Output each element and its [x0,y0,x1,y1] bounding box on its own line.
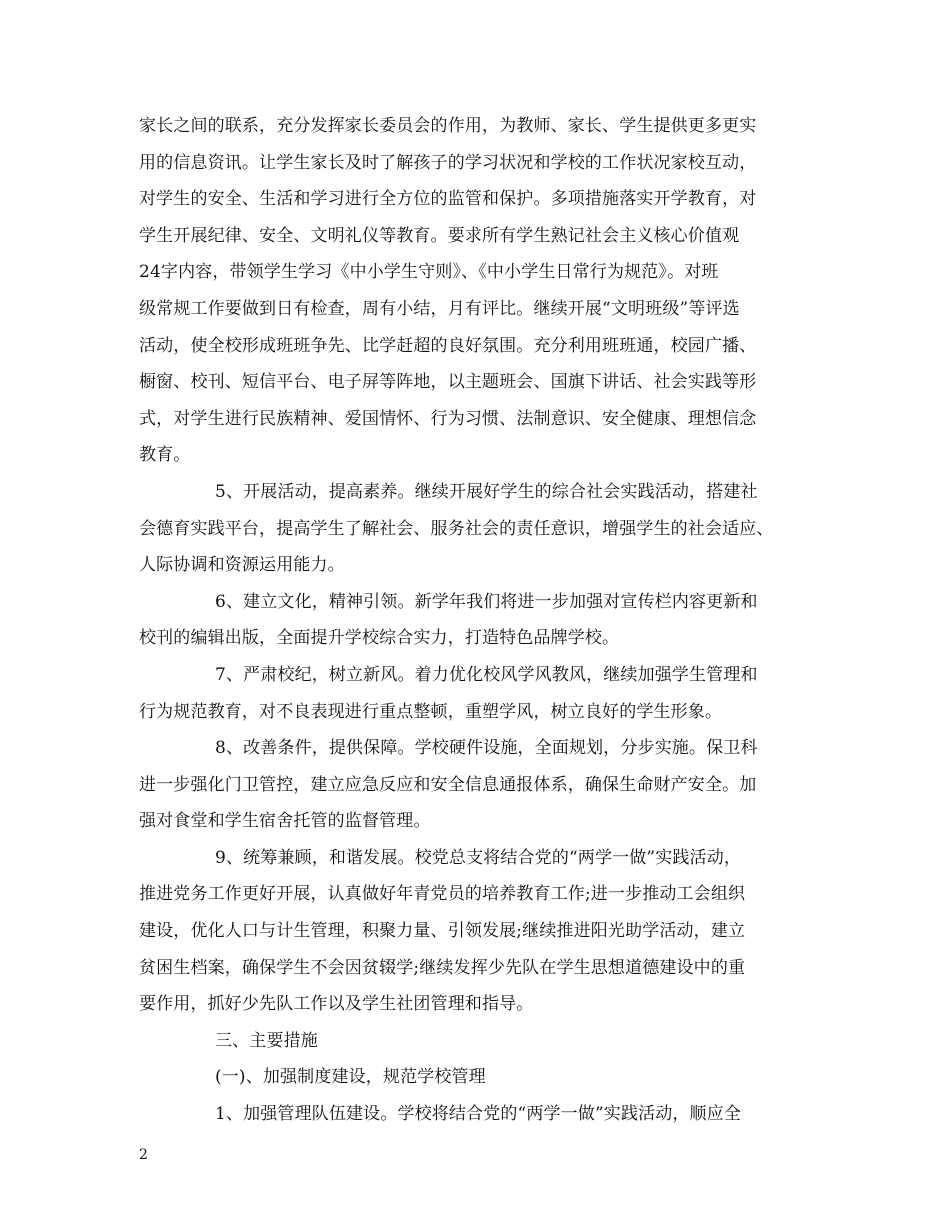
page-number: 2 [139,1147,148,1163]
text-line: 橱窗、校刊、短信平台、电子屏等阵地，以主题班会、国旗下讲话、社会实践等形 [139,372,757,393]
text-line: 用的信息资讯。让学生家长及时了解孩子的学习状况和学校的工作状况家校互动， [139,152,757,173]
text-line: 建设，优化人口与计生管理，积聚力量、引领发展;继续推进阳光助学活动，建立 [139,921,746,942]
text-line: 教育。 [139,445,191,466]
text-line: 推进党务工作更好开展，认真做好年青党员的培养教育工作;进一步推动工会组织 [139,884,746,905]
paragraph-first-line: (一)、加强制度建设，规范学校管理 [215,1067,486,1088]
text-line: 贫困生档案，确保学生不会因贫辍学;继续发挥少先队在学生思想道德建设中的重 [139,957,746,978]
paragraph-first-line: 6、建立文化，精神引领。新学年我们将进一步加强对宣传栏内容更新和 [215,591,758,612]
text-line: 级常规工作要做到日有检查，周有小结，月有评比。继续开展“文明班级”等评选 [139,298,740,319]
text-line: 进一步强化门卫管控，建立应急反应和安全信息通报体系，确保生命财产安全。加 [139,774,757,795]
paragraph-first-line: 8、改善条件，提供保障。学校硬件设施，全面规划，分步实施。保卫科 [215,738,758,759]
text-line: 校刊的编辑出版，全面提升学校综合实力，打造特色品牌学校。 [139,628,620,649]
text-line: 对学生的安全、生活和学习进行全方位的监管和保护。多项措施落实开学教育，对 [139,189,757,210]
paragraph-first-line: 三、主要措施 [215,1030,318,1051]
text-line: 要作用，抓好少先队工作以及学生社团管理和指导。 [139,994,534,1015]
paragraph-first-line: 9、统筹兼顾，和谐发展。校党总支将结合党的“两学一做”实践活动， [215,847,741,868]
text-line: 学生开展纪律、安全、文明礼仪等教育。要求所有学生熟记社会主义核心价值观 [139,225,740,246]
paragraph-first-line: 1、加强管理队伍建设。学校将结合党的“两学一做”实践活动，顺应全 [215,1104,741,1125]
text-line: 家长之间的联系，充分发挥家长委员会的作用，为教师、家长、学生提供更多更实 [139,116,757,136]
document-body [139,108,829,1133]
text-line: 活动，使全校形成班班争先、比学赶超的良好氛围。充分利用班班通，校园广播、 [139,335,757,356]
text-line: 人际协调和资源运用能力。 [139,555,345,576]
text-line: 强对食堂和学生宿舍托管的监督管理。 [139,811,431,832]
text-line: 会德育实践平台，提高学生了解社会、服务社会的责任意识，增强学生的社会适应、 [139,518,774,539]
text-line: 式，对学生进行民族精神、爱国情怀、行为习惯、法制意识、安全健康、理想信念 [139,408,757,429]
paragraph-first-line: 5、开展活动，提高素养。继续开展好学生的综合社会实践活动，搭建社 [215,481,758,502]
paragraph-first-line: 7、严肃校纪，树立新风。着力优化校风学风教风，继续加强学生管理和 [215,664,758,685]
text-line: 行为规范教育，对不良表现进行重点整顿，重塑学风，树立良好的学生形象。 [139,701,723,722]
text-line: 24字内容，带领学生学习《中小学生守则》、《中小学生日常行为规范》。对班 [139,262,719,283]
